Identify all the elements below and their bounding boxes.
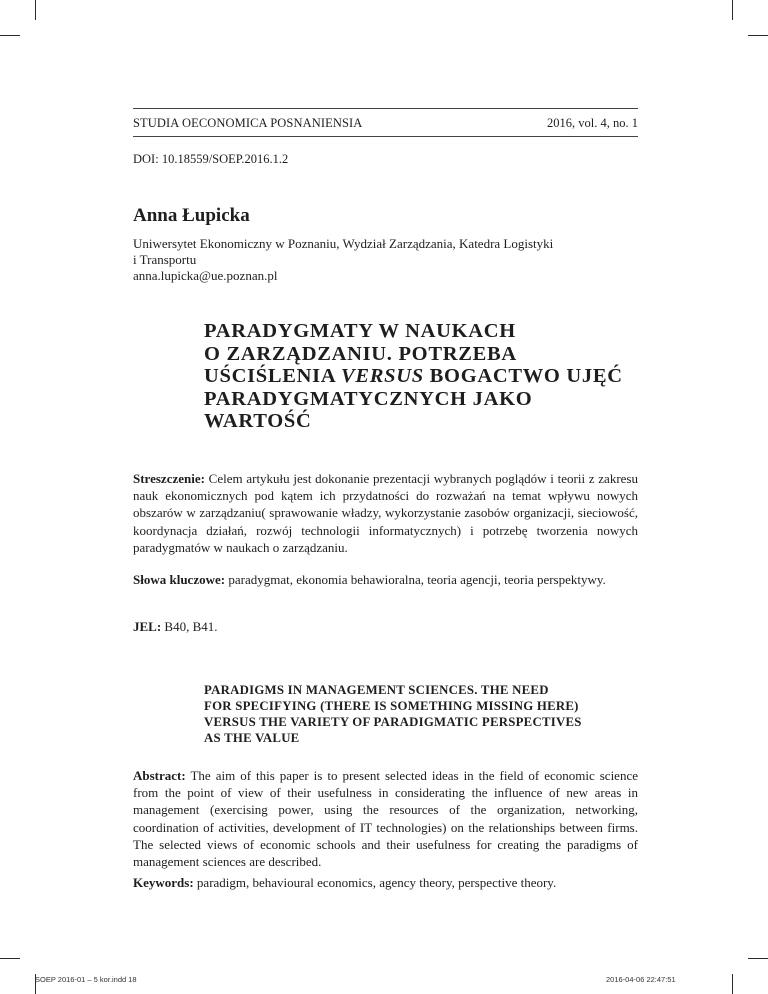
- abstract-en-text: The aim of this paper is to present selected ideas in the field of economic science from the point of view of their usefulness in considerating the influence of new areas in management (exercising power, using the resources of the organization, networking, coordination of activities, development of IT technologies) on the relationships between firms. The selected views of economic schools and their usefulness for creating the paradigms of management sciences are described.: [133, 768, 638, 870]
- title-pl-line-2: O ZARZĄDZANIU. POTRZEBA: [204, 342, 517, 365]
- jel-label: JEL:: [133, 619, 162, 634]
- crop-mark-top-right-h: [748, 35, 768, 36]
- crop-mark-top-left-v: [35, 0, 36, 20]
- affiliation-line-1: Uniwersytet Ekonomiczny w Poznaniu, Wydział Zarządzania, Katedra Logistyki: [133, 236, 554, 251]
- crop-mark-bottom-right-h: [748, 958, 768, 959]
- header-bottom-rule: [133, 136, 638, 137]
- abstract-polish: [133, 470, 638, 556]
- header-top-rule: [133, 108, 638, 109]
- journal-volume: 2016, vol. 4, no. 1: [547, 116, 638, 130]
- title-pl-line-1: PARADYGMATY W NAUKACH: [204, 320, 516, 342]
- keywords-english: [133, 874, 638, 891]
- affiliation-line-2: i Transportu: [133, 252, 197, 267]
- title-en-line-4: AS THE VALUE: [204, 731, 300, 745]
- keywords-pl-label: Słowa kluczowe:: [133, 572, 226, 587]
- slug-file-name: SOEP 2016-01 – 5 kor.indd 18: [35, 975, 137, 984]
- crop-mark-top-right-v: [732, 0, 733, 20]
- title-pl-line-4: PARADYGMATYCZNYCH JAKO WARTOŚĆ: [204, 387, 533, 432]
- title-pl-line-3c: BOGACTWO UJĘĆ: [423, 365, 623, 387]
- crop-mark-bottom-left-h: [0, 958, 20, 959]
- slug-timestamp: 2016-04-06 22:47:51: [606, 975, 676, 984]
- title-polish: [204, 320, 638, 433]
- abstract-en-label: Abstract:: [133, 768, 186, 783]
- crop-mark-bottom-right-v: [732, 974, 733, 994]
- abstract-pl-text: Celem artykułu jest dokonanie prezentacji wybranych poglądów i teorii z zakresu nauk ekonomicznych pod kątem ich przydatności do rozważań na temat wpływu nowych obszarów w zarządzaniu( sprawowanie władzy, wykorzystanie zasobów organizacji, sieciowość, koordynacja działań, rozwój technologii informatycznych) i potrzebę tworzenia nowych paradygmatów w naukach o zarządzaniu.: [133, 471, 638, 555]
- abstract-english: [133, 767, 638, 870]
- keywords-polish: [133, 571, 638, 588]
- keywords-pl-text: paradygmat, ekonomia behawioralna, teoria agencji, teoria perspektywy.: [225, 572, 606, 587]
- title-english: [204, 682, 638, 746]
- title-en-line-3: VERSUS THE VARIETY OF PARADIGMATIC PERSPECTIVES: [204, 715, 582, 729]
- abstract-pl-label: Streszczenie:: [133, 471, 205, 486]
- author-affiliation: [133, 236, 638, 284]
- journal-name: STUDIA OECONOMICA POSNANIENSIA: [133, 116, 363, 130]
- author-email: anna.lupicka@ue.poznan.pl: [133, 268, 278, 283]
- title-pl-versus: VERSUS: [341, 365, 424, 387]
- title-pl-line-3a: UŚCIŚLENIA: [204, 365, 342, 387]
- keywords-en-label: Keywords:: [133, 875, 194, 890]
- title-en-line-2: FOR SPECIFYING (THERE IS SOMETHING MISSING HERE): [204, 699, 579, 713]
- doi: DOI: 10.18559/SOEP.2016.1.2: [133, 152, 289, 166]
- jel-codes: [133, 618, 638, 635]
- jel-text: B40, B41.: [161, 619, 218, 634]
- title-pl-line-3: [204, 365, 638, 388]
- title-en-line-1: PARADIGMS IN MANAGEMENT SCIENCES. THE NEED: [204, 683, 549, 697]
- keywords-en-text: paradigm, behavioural economics, agency theory, perspective theory.: [193, 875, 557, 890]
- crop-mark-top-left-h: [0, 35, 20, 36]
- author-name: Anna Łupicka: [133, 205, 250, 226]
